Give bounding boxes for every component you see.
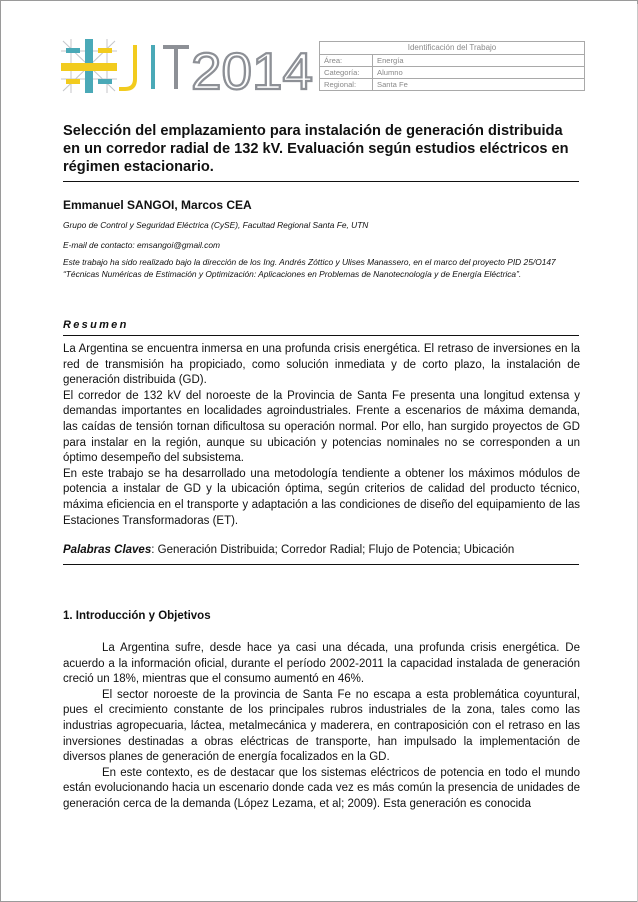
regional-label: Regional:: [320, 79, 373, 91]
area-value: Energía: [373, 55, 585, 67]
category-label: Categoría:: [320, 67, 373, 79]
section-heading: 1. Introducción y Objetivos: [63, 610, 211, 622]
abstract-body: [63, 342, 580, 529]
jit2014-logo: [61, 39, 315, 93]
keywords-label: Palabras Claves: [63, 544, 152, 556]
abstract-paragraph: El corredor de 132 kV del noroeste de la Provincia de Santa Fe presenta una longitud extensa y demandas importantes en localidades agroindustriales. Frente a escenarios de máxima demanda, las caídas de tensión tornan dificultosa su operación normal. Por ello, han surgido proyectos de GD para instalar en la región, aunque su ubicación y potencias nominales no se corresponden a un óptimo desempeño del subsistema.: [63, 389, 580, 465]
keywords-rule: [63, 564, 579, 565]
regional-value: Santa Fe: [373, 79, 585, 91]
funding-note: Este trabajo ha sido realizado bajo la dirección de los Ing. Andrés Zóttico y Ulises Manassero, en el marco del proyecto PID 25/O147 “Técnicas Numéricas de Estimación y Optimización: Aplicaciones en Problemas de Nanotecnología y de Energía Eléctrica”.: [63, 257, 556, 279]
section-body: [63, 641, 580, 813]
identification-title: Identificación del Trabajo: [320, 42, 585, 55]
abstract-paragraph: La Argentina se encuentra inmersa en una profunda crisis energética. El retraso de inversiones en la red de transmisión ha propiciado, como solución inmediata y de corto plazo, la instalación de generación distribuida (GD).: [63, 343, 580, 387]
area-label: Área:: [320, 55, 373, 67]
keywords: [63, 544, 514, 556]
body-paragraph: El sector noroeste de la provincia de Santa Fe no escapa a esta problemática coyuntural, pues el crecimiento constante de los principales rubros industriales de la zona, tales como las industrias agropecuaria, láctea, metalmecánica y maderera, en contraposición con el retraso en las inversiones destinadas a obras eléctricas de transporte, han impulsado la implementación de diversos planes de generación de energía focalizados en la GD.: [63, 688, 580, 764]
affiliation: Grupo de Control y Seguridad Eléctrica (CySE), Facultad Regional Santa Fe, UTN: [63, 220, 369, 230]
contact-email: E-mail de contacto: emsangoi@gmail.com: [63, 240, 220, 250]
abstract-paragraph: En este trabajo se ha desarrollado una metodología tendiente a obtener los máximos módulos de potencia a instalar de GD y la ubicación óptima, según criterios de calidad del producto técnico, máxima eficiencia en el transporte y adaptación a las condiciones de diseño del equipamiento de las Estaciones Transformadoras (ET).: [63, 467, 580, 527]
title-rule: [63, 181, 579, 182]
abstract-heading: Resumen: [63, 319, 129, 331]
body-paragraph: La Argentina sufre, desde hace ya casi una década, una profunda crisis energética. De acuerdo a la información oficial, durante el período 2002-2011 la capacidad instalada de generación creció un 18%, mientras que el consumo aumentó en 46%.: [63, 642, 580, 686]
keywords-list: : Generación Distribuida; Corredor Radial; Flujo de Potencia; Ubicación: [151, 544, 515, 556]
identification-table: [319, 41, 585, 91]
abstract-rule: [63, 335, 579, 336]
authors: Emmanuel SANGOI, Marcos CEA: [63, 198, 252, 212]
paper-title: Selección del emplazamiento para instalación de generación distribuida en un corredor radial de 132 kV. Evaluación según estudios eléctricos en régimen estacionario.: [63, 123, 569, 175]
svg-text:2014: 2014: [191, 43, 313, 93]
category-value: Alumno: [373, 67, 585, 79]
body-paragraph: En este contexto, es de destacar que los sistemas eléctricos de potencia en todo el mundo están evolucionando hacia un escenario donde cada vez es más común la presencia de unidades de generación cerca de la demanda (López Lezama, et al; 2009). Esta generación es conocida: [63, 766, 580, 810]
